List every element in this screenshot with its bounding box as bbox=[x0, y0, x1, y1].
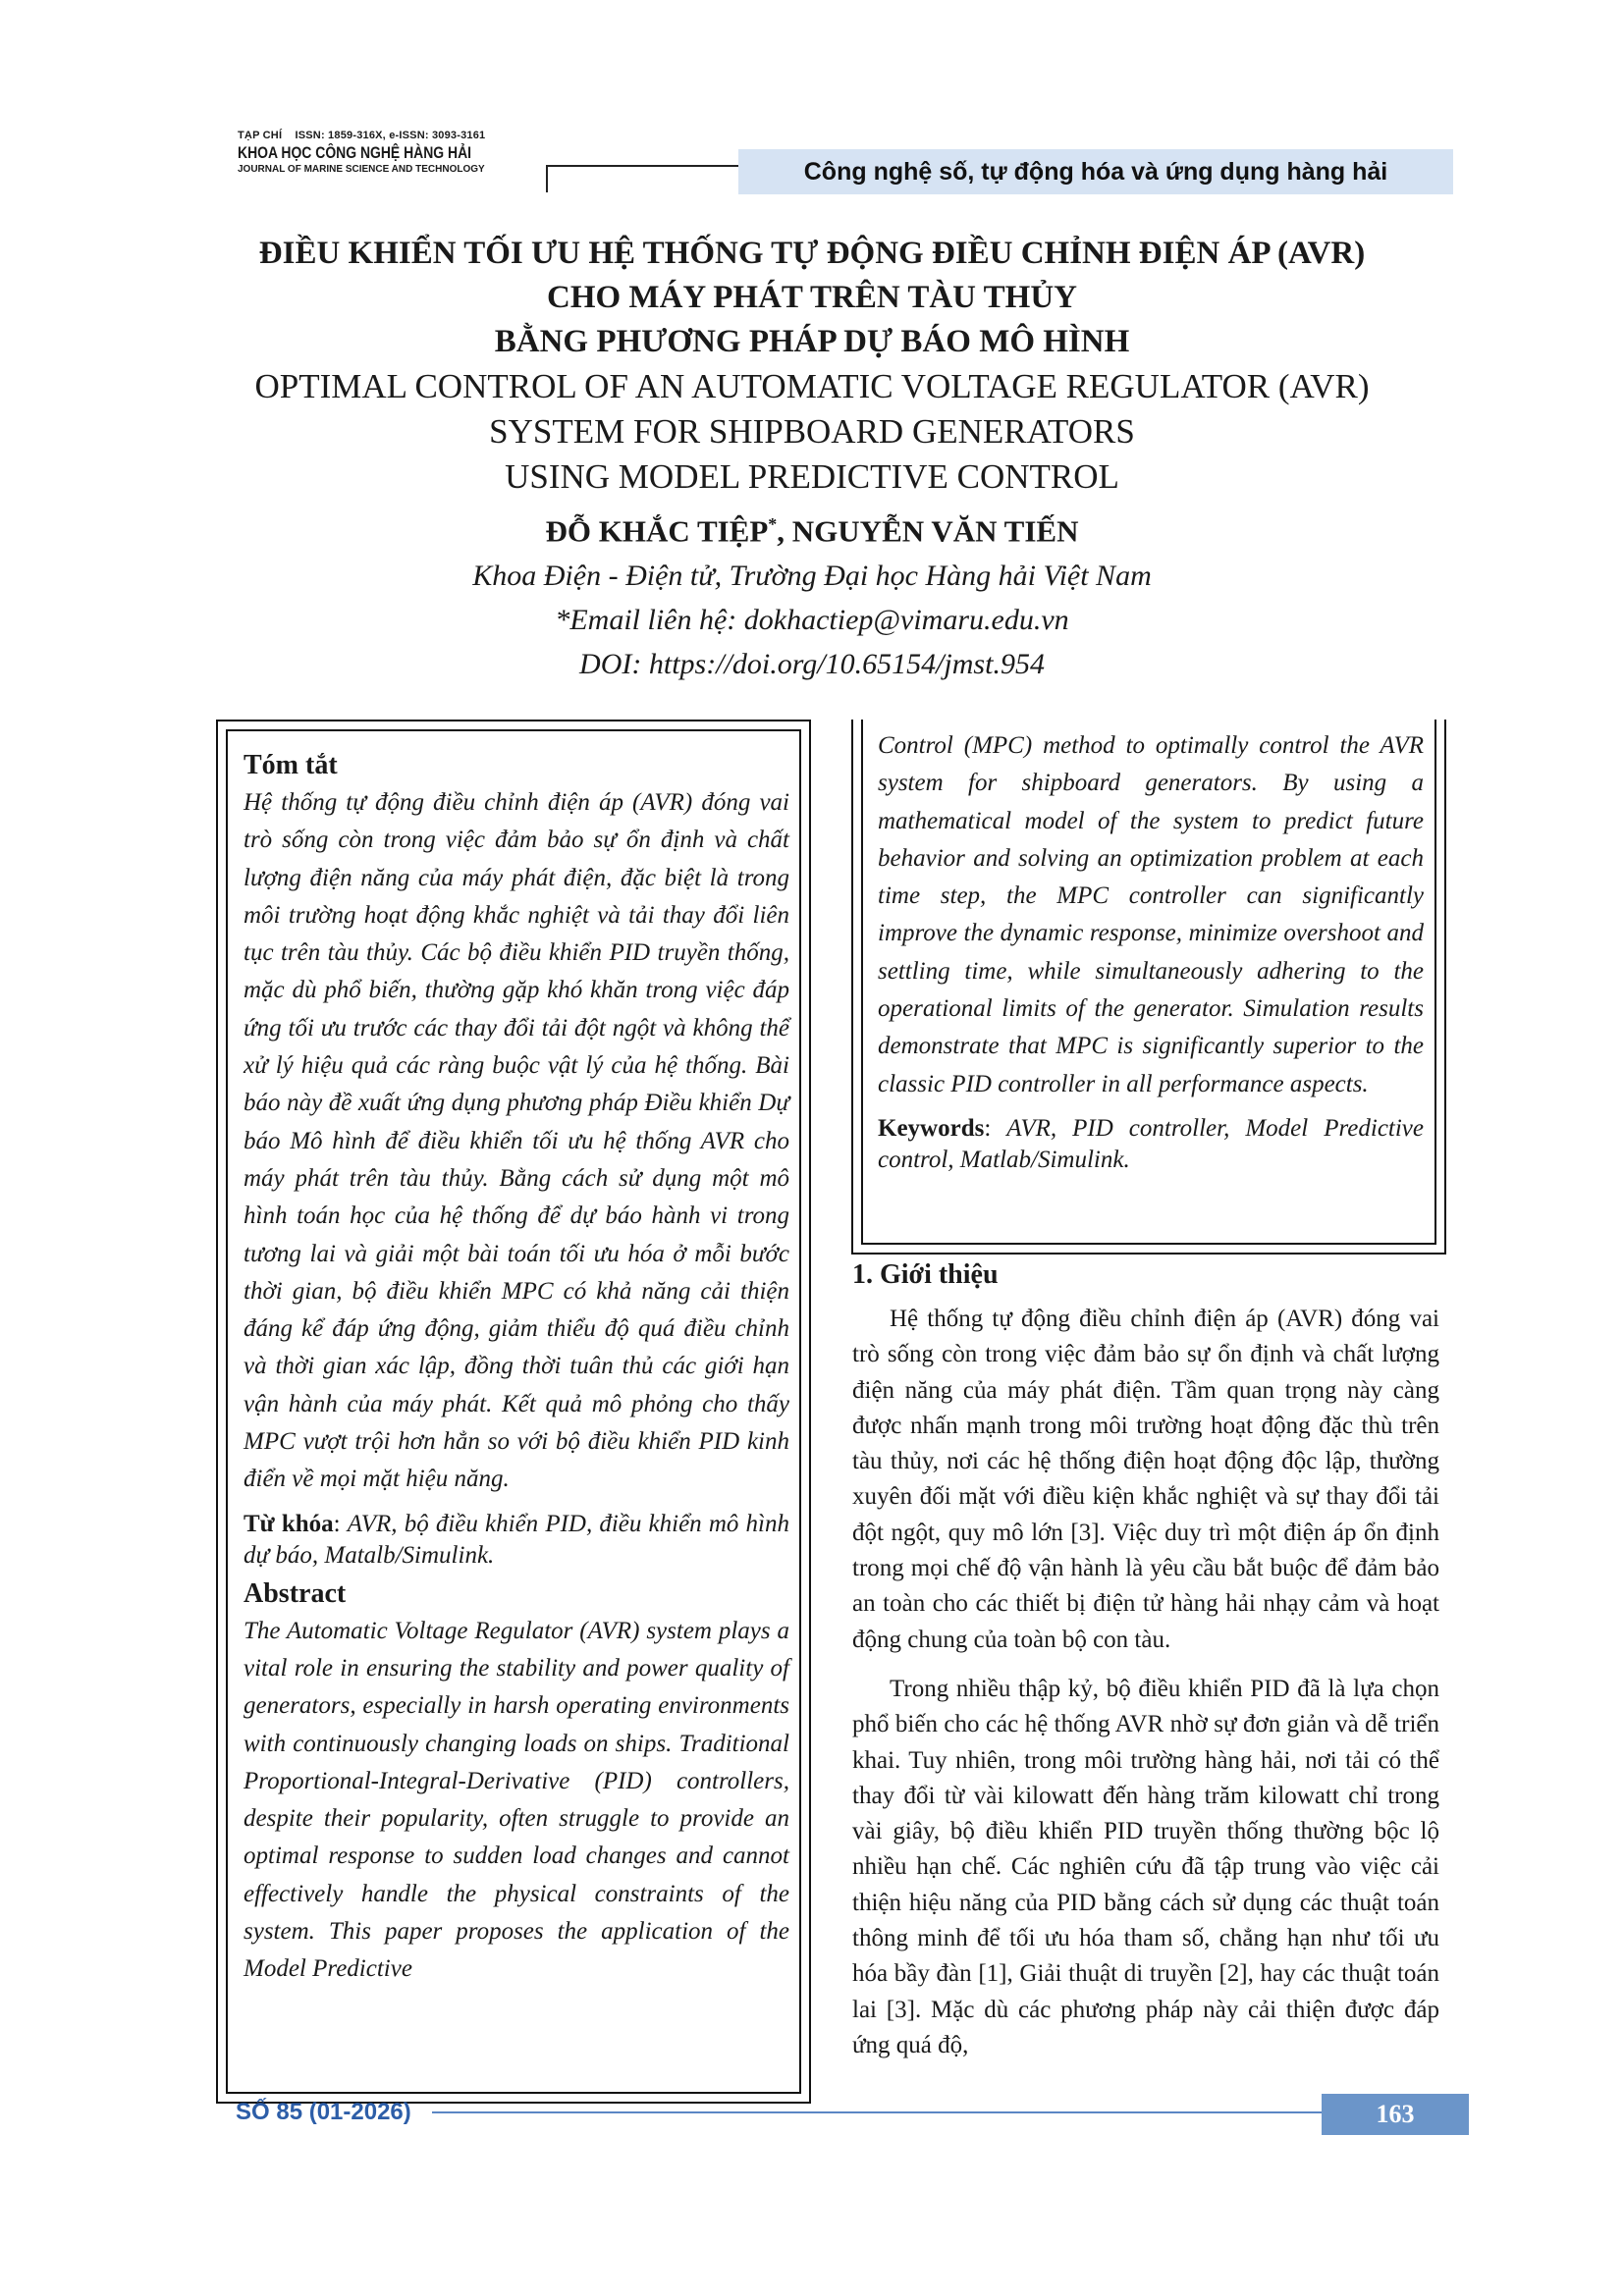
header-rule-horizontal bbox=[546, 165, 738, 167]
abstract-vn-text: Hệ thống tự động điều chỉnh điện áp (AVR) đóng vai trò sống còn trong việc đảm bảo sự ổn định và chất lượng điện năng của máy phát điện, đặc biệt là trong môi trường hoạt động khắc nghiệt và tải thay đổi liên tục trên tàu thủy. Các bộ điều khiển PID truyền thống, mặc dù phổ biến, thường gặp khó khăn trong việc đáp ứng tối ưu trước các thay đổi tải đột ngột và không thể xử lý hiệu quả các ràng buộc vật lý của hệ thống. Bài báo này đề xuất ứng dụng phương pháp Điều khiển Dự báo Mô hình để điều khiển tối ưu hệ thống AVR cho máy phát trên tàu thủy. Bằng cách sử dụng một mô hình toán học của hệ thống để dự báo hành vi trong tương lai và giải một bài toán tối ưu hóa ở mỗi bước thời gian, bộ điều khiển MPC có khả năng cải thiện đáng kể đáp ứng động, giảm thiểu độ quá điều chỉnh và thời gian xác lập, đồng thời tuân thủ các giới hạn vận hành của máy phát. Kết quả mô phỏng cho thấy MPC vượt trội hơn hẳn so với bộ điều khiển PID kinh điển về mọi mặt hiệu năng. bbox=[244, 789, 789, 1493]
footer-rule bbox=[432, 2111, 1322, 2113]
keywords-vn-values: AVR, bộ điều khiển PID, điều khiển mô hình dự báo, Matalb/Simulink. bbox=[244, 1510, 789, 1569]
author-2: , NGUYỄN VĂN TIẾN bbox=[777, 513, 1079, 549]
body-column bbox=[852, 1251, 1439, 2077]
issn: ISSN: 1859-316X, e-ISSN: 3093-3161 bbox=[295, 130, 486, 141]
doi-link[interactable]: DOI: https://doi.org/10.65154/jmst.954 bbox=[579, 648, 1045, 681]
abstract-en-heading: Abstract bbox=[244, 1577, 347, 1609]
masthead-label: TẠP CHÍ bbox=[238, 130, 283, 141]
keywords-en-label: Keywords bbox=[878, 1114, 985, 1142]
title-en-line-3: USING MODEL PREDICTIVE CONTROL bbox=[505, 457, 1119, 496]
section-band: Công nghệ số, tự động hóa và ứng dụng hàng hải bbox=[738, 149, 1453, 194]
title-vn-line-3: BẰNG PHƯƠNG PHÁP DỰ BÁO MÔ HÌNH bbox=[494, 324, 1130, 359]
header-rule-vertical bbox=[546, 165, 548, 192]
title-vn-line-1: ĐIỀU KHIỂN TỐI ƯU HỆ THỐNG TỰ ĐỘNG ĐIỀU CHỈNH ĐIỆN ÁP (AVR) bbox=[258, 236, 1366, 271]
title-en-line-2: SYSTEM FOR SHIPBOARD GENERATORS bbox=[489, 412, 1135, 451]
title-vn-line-2: CHO MÁY PHÁT TRÊN TÀU THỦY bbox=[547, 280, 1077, 315]
keywords-en-values: AVR, PID controller, Model Predictive control, Matlab/Simulink. bbox=[878, 1114, 1425, 1173]
contact-email[interactable]: *Email liên hệ: dokhactiep@vimaru.edu.vn bbox=[555, 604, 1069, 637]
journal-title: KHOA HỌC CÔNG NGHỆ HÀNG HẢI bbox=[238, 143, 472, 162]
abstract-box-right bbox=[851, 720, 1446, 1255]
body-paragraph-2: Trong nhiều thập kỷ, bộ điều khiển PID đã là lựa chọn phổ biến cho các hệ thống AVR nhờ sự đơn giản và dễ triển khai. Tuy nhiên, trong môi trường hàng hải, nơi tải có thể thay đổi từ vài kilowatt đến hàng trăm kilowatt chỉ trong vài giây, bộ điều khiển PID truyền thống thường bộc lộ nhiều hạn chế. Các nghiên cứu đã tập trung vào việc cải thiện hiệu năng của PID bằng cách sử dụng các thuật toán thông minh để tối ưu hóa tham số, chẳng hạn như tối ưu hóa bầy đàn [1], Giải thuật di truyền [2], hay các thuật toán lai [3]. Mặc dù các phương pháp này cải thiện được đáp ứng quá độ, bbox=[852, 1675, 1439, 2058]
journal-masthead bbox=[238, 130, 552, 175]
abstract-en-text-part-2: Control (MPC) method to optimally control the AVR system for shipboard generators. By using a mathematical model of the system to predict future behavior and solving an optimization problem at each time step, the MPC controller can significantly improve the dynamic response, minimize overshoot and settling time, while simultaneously adhering to the operational limits of the generator. Simulation results demonstrate that MPC is significantly superior to the classic PID controller in all performance aspects. bbox=[878, 732, 1424, 1097]
title-block bbox=[157, 232, 1467, 686]
authors bbox=[157, 502, 1467, 554]
section-heading-introduction: 1. Giới thiệu bbox=[852, 1259, 999, 1290]
title-en-line-1: OPTIMAL CONTROL OF AN AUTOMATIC VOLTAGE REGULATOR (AVR) bbox=[254, 367, 1370, 405]
abstract-vn-heading: Tóm tắt bbox=[244, 750, 338, 780]
journal-title-english: JOURNAL OF MARINE SCIENCE AND TECHNOLOGY bbox=[238, 164, 485, 175]
keywords-en: Keywords: AVR, PID controller, Model Predictive control, Matlab/Simulink. bbox=[878, 1114, 1425, 1173]
keywords-vn: Từ khóa: AVR, bộ điều khiển PID, điều khiển mô hình dự báo, Matalb/Simulink. bbox=[244, 1510, 789, 1569]
abstract-en-text-part-1: The Automatic Voltage Regulator (AVR) system plays a vital role in ensuring the stability and power quality of generators, especially in harsh operating environments with continuously changing loads on ships. Traditional Proportional-Integral-Derivative (PID) controllers, despite their popularity, often struggle to provide an optimal response to sudden load changes and cannot effectively handle the physical constraints of the system. This paper proposes the application of the Model Predictive bbox=[244, 1617, 789, 1983]
corresponding-mark: * bbox=[768, 514, 778, 534]
keywords-vn-label: Từ khóa bbox=[244, 1510, 334, 1537]
abstract-left-content bbox=[244, 743, 789, 1989]
page-number: 163 bbox=[1322, 2094, 1469, 2135]
body-paragraph-1: Hệ thống tự động điều chỉnh điện áp (AVR) đóng vai trò sống còn trong việc đảm bảo sự ổn định và chất lượng điện năng của máy phát điện. Tầm quan trọng này càng được nhấn mạnh trong môi trường hoạt động đặc thù trên tàu thủy, nơi các hệ thống điện hoạt động độc lập, thường xuyên đối mặt với điều kiện khắc nghiệt và sự thay đổi tải đột ngột, quy mô lớn [3]. Việc duy trì một điện áp ổn định trong mọi chế độ vận hành là yêu cầu bắt buộc để đảm bảo an toàn cho các thiết bị điện tử hàng hải nhạy cảm và hoạt động chung của toàn bộ con tàu. bbox=[852, 1306, 1439, 1653]
author-1: ĐỖ KHẮC TIỆP bbox=[545, 513, 769, 549]
affiliation: Khoa Điện - Điện tử, Trường Đại học Hàng hải Việt Nam bbox=[472, 560, 1152, 593]
abstract-box-left bbox=[216, 720, 811, 2104]
abstract-right-content bbox=[878, 727, 1424, 1182]
masthead-issn-line bbox=[238, 130, 552, 141]
footer-issue: SỐ 85 (01-2026) bbox=[236, 2099, 411, 2125]
